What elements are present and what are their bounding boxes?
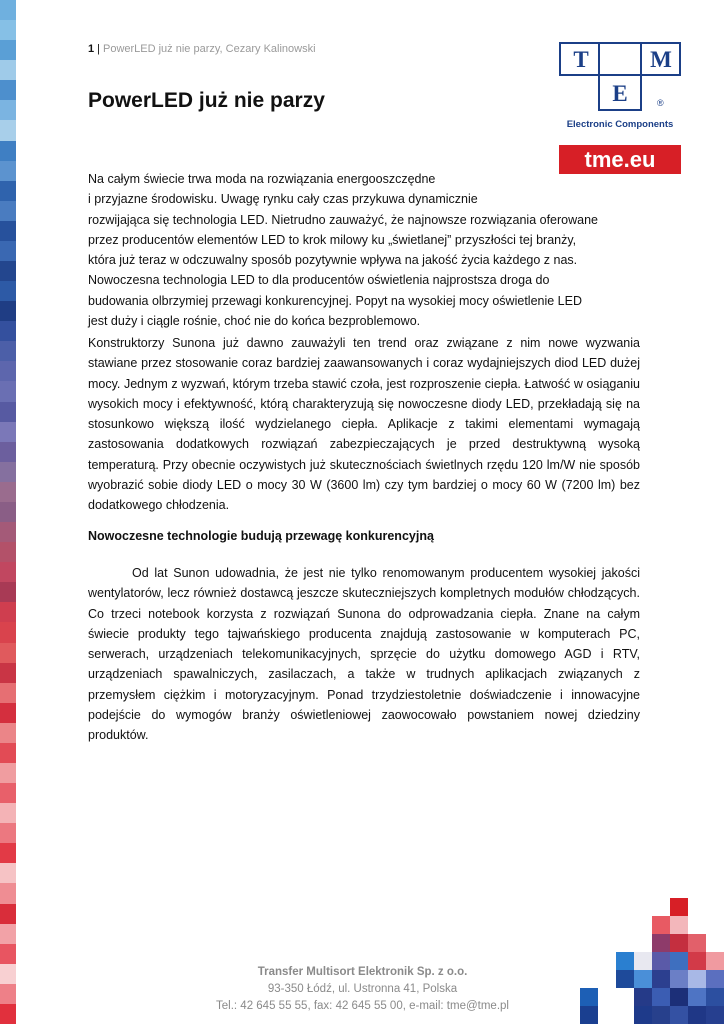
- strip-square: [0, 120, 16, 141]
- strip-square: [0, 361, 16, 382]
- corner-square: [670, 970, 688, 988]
- strip-square: [0, 482, 16, 503]
- footer-address: 93-350 Łódź, ul. Ustronna 41, Polska: [267, 983, 458, 995]
- body-paragraph: Na całym świecie trwa moda na rozwiązania energooszczędne i przyjazne środowisku. Uwagę rynku cały czas przykuwa dynamicznie rozwijająca się technologia LED. Nietrudno zauważyć, że najnowsze rozwiązania oferowane przez producentów elementów LED to krok milowy ku „świetlanej” przyszłości tej branży, która już teraz w odczuwalny sposób pozytywnie wpływa na jakość życia każdego z nas. Nowoczesna technologia LED to dla producentów oświetlenia najprostsza droga do budowania olbrzymiej przewagi konkurencyjnej. Popyt na wysokiej mocy oświetlenie LED jest duży i ciągle rośnie, choć nie do końca bezproblemowo.: [88, 172, 598, 329]
- running-header: [88, 43, 316, 55]
- corner-square: [580, 1006, 598, 1024]
- registered-mark: ®: [657, 98, 664, 108]
- running-title: PowerLED już nie parzy, Cezary Kalinowski: [102, 43, 316, 55]
- header-separator: |: [97, 43, 100, 55]
- strip-square: [0, 100, 16, 121]
- strip-square: [0, 281, 16, 302]
- strip-square: [0, 823, 16, 844]
- corner-square: [688, 934, 706, 952]
- corner-square: [670, 916, 688, 934]
- corner-square: [670, 898, 688, 916]
- strip-square: [0, 201, 16, 222]
- strip-square: [0, 20, 16, 41]
- strip-square: [0, 341, 16, 362]
- strip-square: [0, 402, 16, 423]
- strip-square: [0, 381, 16, 402]
- strip-square: [0, 181, 16, 202]
- corner-square: [580, 988, 598, 1006]
- logo-letter-m: M: [650, 47, 672, 72]
- corner-square: [688, 988, 706, 1006]
- corner-square: [706, 952, 724, 970]
- corner-square: [652, 916, 670, 934]
- strip-square: [0, 301, 16, 322]
- strip-square: [0, 462, 16, 483]
- logo-letter-e: E: [612, 81, 628, 106]
- corner-square: [688, 1006, 706, 1024]
- strip-square: [0, 562, 16, 583]
- strip-square: [0, 904, 16, 925]
- strip-square: [0, 0, 16, 21]
- strip-square: [0, 40, 16, 61]
- corner-square: [634, 988, 652, 1006]
- strip-square: [0, 763, 16, 784]
- logo-url-badge: tme.eu: [559, 145, 681, 174]
- strip-square: [0, 643, 16, 664]
- body-paragraph: Od lat Sunon udowadnia, że jest nie tylko renomowanym producentem wysokiej jakości wentylatorów, lecz również dostawcą jeszcze skuteczniejszych kompletnych modułów chłodzących. Co trzeci notebook korzysta z rozwiązań Sunona do odprowadzania ciepła. Znane na całym świecie produkty tego tajwańskiego producenta znajdują zastosowanie w komputerach PC, serwerach, urządzeniach telekomunikacyjnych, sprzęcie do użytku domowego AGD i RTV, urządzeniach spawalniczych, zasilaczach, a także w trudnych aplikacjach związanych z przemysłem ciężkim i motoryzacyjnym. Ponad trzydziestoletnie doświadczenie i innowacyjne podejście do wymogów branży oświetleniowej zaowocowało powstaniem nowej dziedziny produktów.: [88, 566, 640, 743]
- decorative-corner-squares: [580, 895, 725, 1024]
- footer-contact: Tel.: 42 645 55 55, fax: 42 645 55 00, e-mail: tme@tme.pl: [216, 1000, 509, 1012]
- strip-square: [0, 422, 16, 443]
- strip-square: [0, 843, 16, 864]
- strip-square: [0, 703, 16, 724]
- strip-square: [0, 261, 16, 282]
- corner-square: [670, 952, 688, 970]
- corner-square: [670, 934, 688, 952]
- corner-square: [634, 970, 652, 988]
- strip-square: [0, 944, 16, 965]
- corner-square: [670, 1006, 688, 1024]
- strip-square: [0, 141, 16, 162]
- strip-square: [0, 924, 16, 945]
- corner-square: [706, 970, 724, 988]
- strip-square: [0, 582, 16, 603]
- strip-square: [0, 321, 16, 342]
- corner-square: [652, 970, 670, 988]
- footer-company: Transfer Multisort Elektronik Sp. z o.o.: [257, 966, 468, 978]
- corner-square: [616, 952, 634, 970]
- corner-square: [652, 934, 670, 952]
- strip-square: [0, 622, 16, 643]
- page-title: PowerLED już nie parzy: [88, 89, 325, 112]
- strip-square: [0, 80, 16, 101]
- body-paragraph: Konstruktorzy Sunona już dawno zauważyli ten trend oraz związane z nim nowe wyzwania stawiane przez stosowanie coraz bardziej zaawansowanych i coraz wydajniejszych diod LED dużej mocy. Jednym z wyzwań, którym trzeba stawić czoła, jest rozproszenie ciepła. Łatwość w osiąganiu wysokich mocy i efektywność, którą charakteryzują się nowoczesne diody LED, przekładają się na stosunkowo większą ilość wydzielanego ciepła. Aplikacje z takimi elementami wymagają zastosowania dodatkowych rozwiązań zabezpieczających je przed destruktywną wysoką temperaturą. Przy obecnie oczywistych już skutecznościach świetlnych rzędu 120 lm/W nie sposób wyobrazić sobie diody LED o mocy 30 W (3600 lm) czy tym bardziej o mocy 60 W (7200 lm) bez dodatkowego chłodzenia.: [88, 336, 640, 513]
- strip-square: [0, 60, 16, 81]
- strip-square: [0, 743, 16, 764]
- decorative-color-strip: [0, 0, 16, 1024]
- strip-square: [0, 723, 16, 744]
- strip-square: [0, 602, 16, 623]
- strip-square: [0, 663, 16, 684]
- corner-square: [706, 988, 724, 1006]
- corner-square: [688, 970, 706, 988]
- strip-square: [0, 442, 16, 463]
- strip-square: [0, 502, 16, 523]
- corner-square: [652, 988, 670, 1006]
- strip-square: [0, 803, 16, 824]
- strip-square: [0, 161, 16, 182]
- corner-square: [652, 952, 670, 970]
- corner-square: [670, 988, 688, 1006]
- corner-square: [616, 970, 634, 988]
- tme-logo: [556, 41, 684, 175]
- corner-square: [634, 1006, 652, 1024]
- strip-square: [0, 783, 16, 804]
- strip-square: [0, 863, 16, 884]
- strip-square: [0, 683, 16, 704]
- page-number: 1: [88, 43, 95, 55]
- logo-tagline: Electronic Components: [566, 119, 674, 130]
- corner-square: [634, 952, 652, 970]
- strip-square: [0, 241, 16, 262]
- section-subheading: Nowoczesne technologie budują przewagę konkurencyjną: [88, 529, 434, 543]
- logo-letter-t: T: [573, 47, 589, 72]
- corner-square: [706, 1006, 724, 1024]
- corner-square: [688, 952, 706, 970]
- corner-square: [652, 1006, 670, 1024]
- strip-square: [0, 221, 16, 242]
- strip-square: [0, 542, 16, 563]
- strip-square: [0, 883, 16, 904]
- strip-square: [0, 522, 16, 543]
